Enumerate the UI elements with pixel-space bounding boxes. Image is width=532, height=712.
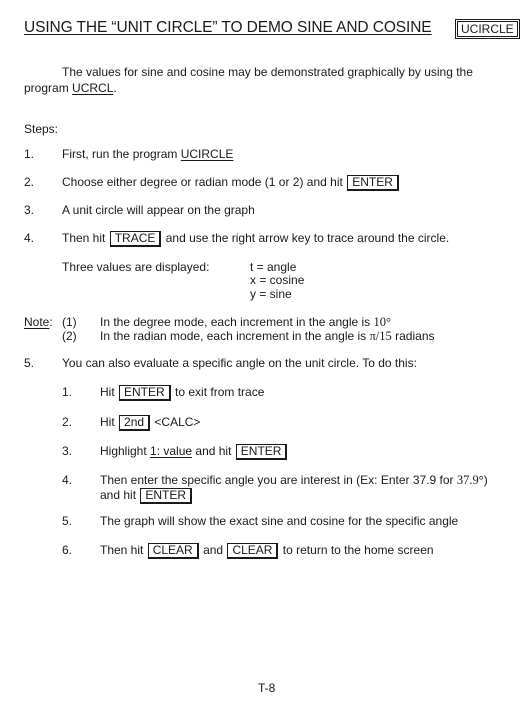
step-number: 3. [24,203,35,217]
substep-text: Then enter the specific angle you are interest in (Ex: Enter 37.9 for [100,473,457,487]
substep-number: 4. [62,473,73,487]
steps-heading: Steps: [24,122,59,136]
intro-program-name: UCRCL [72,81,114,95]
note-value: 10° [373,315,392,329]
enter-key: ENTER [119,385,171,401]
enter-key: ENTER [140,488,192,504]
substep-number: 1. [62,385,73,399]
trace-key: TRACE [110,231,162,247]
note-number: (1) [62,315,77,329]
note-unit: radians [391,329,435,343]
substep-number: 3. [62,444,73,458]
substep-text-end: ) [483,473,488,487]
angle-value: 37.9° [456,473,484,487]
step-text-pre: Then hit [62,231,106,245]
substep-number: 2. [62,415,73,429]
step-text: Choose either degree or radian mode (1 or 2) and hit [62,175,343,189]
step-number: 2. [24,175,35,189]
enter-key: ENTER [347,175,399,191]
note-label: Note: [24,315,53,329]
substep-text-pre: Hit [100,415,115,429]
substep-text-mid: and hit [192,444,232,458]
page-title: USING THE “UNIT CIRCLE” TO DEMO SINE AND COSINE [24,19,432,36]
intro-paragraph [24,64,510,96]
page-number: T-8 [258,681,276,695]
displayed-value-y: y = sine [250,287,292,301]
displayed-value-t: t = angle [250,260,297,274]
second-key: 2nd [119,415,150,431]
substep-text-post: to return to the home screen [282,543,434,557]
substep-text-and: and [203,543,224,557]
program-badge: UCIRCLE [457,21,518,37]
calc-menu-option: 1: value [150,444,193,458]
note-text: In the degree mode, each increment in the angle is [100,315,374,329]
clear-key: CLEAR [148,543,199,559]
displayed-label: Three values are displayed: [62,260,210,274]
step-number: 5. [24,356,35,370]
step-text: A unit circle will appear on the graph [62,203,255,217]
substep-number: 6. [62,543,73,557]
step-text-post: and use the right arrow key to trace around the circle. [165,231,450,245]
step-number: 4. [24,231,35,245]
enter-key: ENTER [236,444,288,460]
step-program-name: UCIRCLE [180,147,234,161]
substep-text-line2: and hit [100,488,137,502]
step-number: 1. [24,147,35,161]
substep-text-pre: Highlight [100,444,151,458]
note-value: π/15 [369,329,392,343]
note-text: In the radian mode, each increment in the angle is [100,329,370,343]
step-text: First, run the program [62,147,181,161]
substep-text-pre: Then hit [100,543,144,557]
substep-text-post: <CALC> [154,415,201,429]
substep-text-post: to exit from trace [175,385,265,399]
substep-number: 5. [62,514,73,528]
substep-text-pre: Hit [100,385,115,399]
note-number: (2) [62,329,77,343]
clear-key: CLEAR [227,543,278,559]
step-text: You can also evaluate a specific angle on the unit circle. To do this: [62,356,417,370]
displayed-value-x: x = cosine [250,273,305,287]
intro-end: . [113,81,117,95]
substep-text: The graph will show the exact sine and cosine for the specific angle [100,514,459,528]
intro-text: The values for sine and cosine may be demonstrated graphically by using the program [24,65,473,95]
